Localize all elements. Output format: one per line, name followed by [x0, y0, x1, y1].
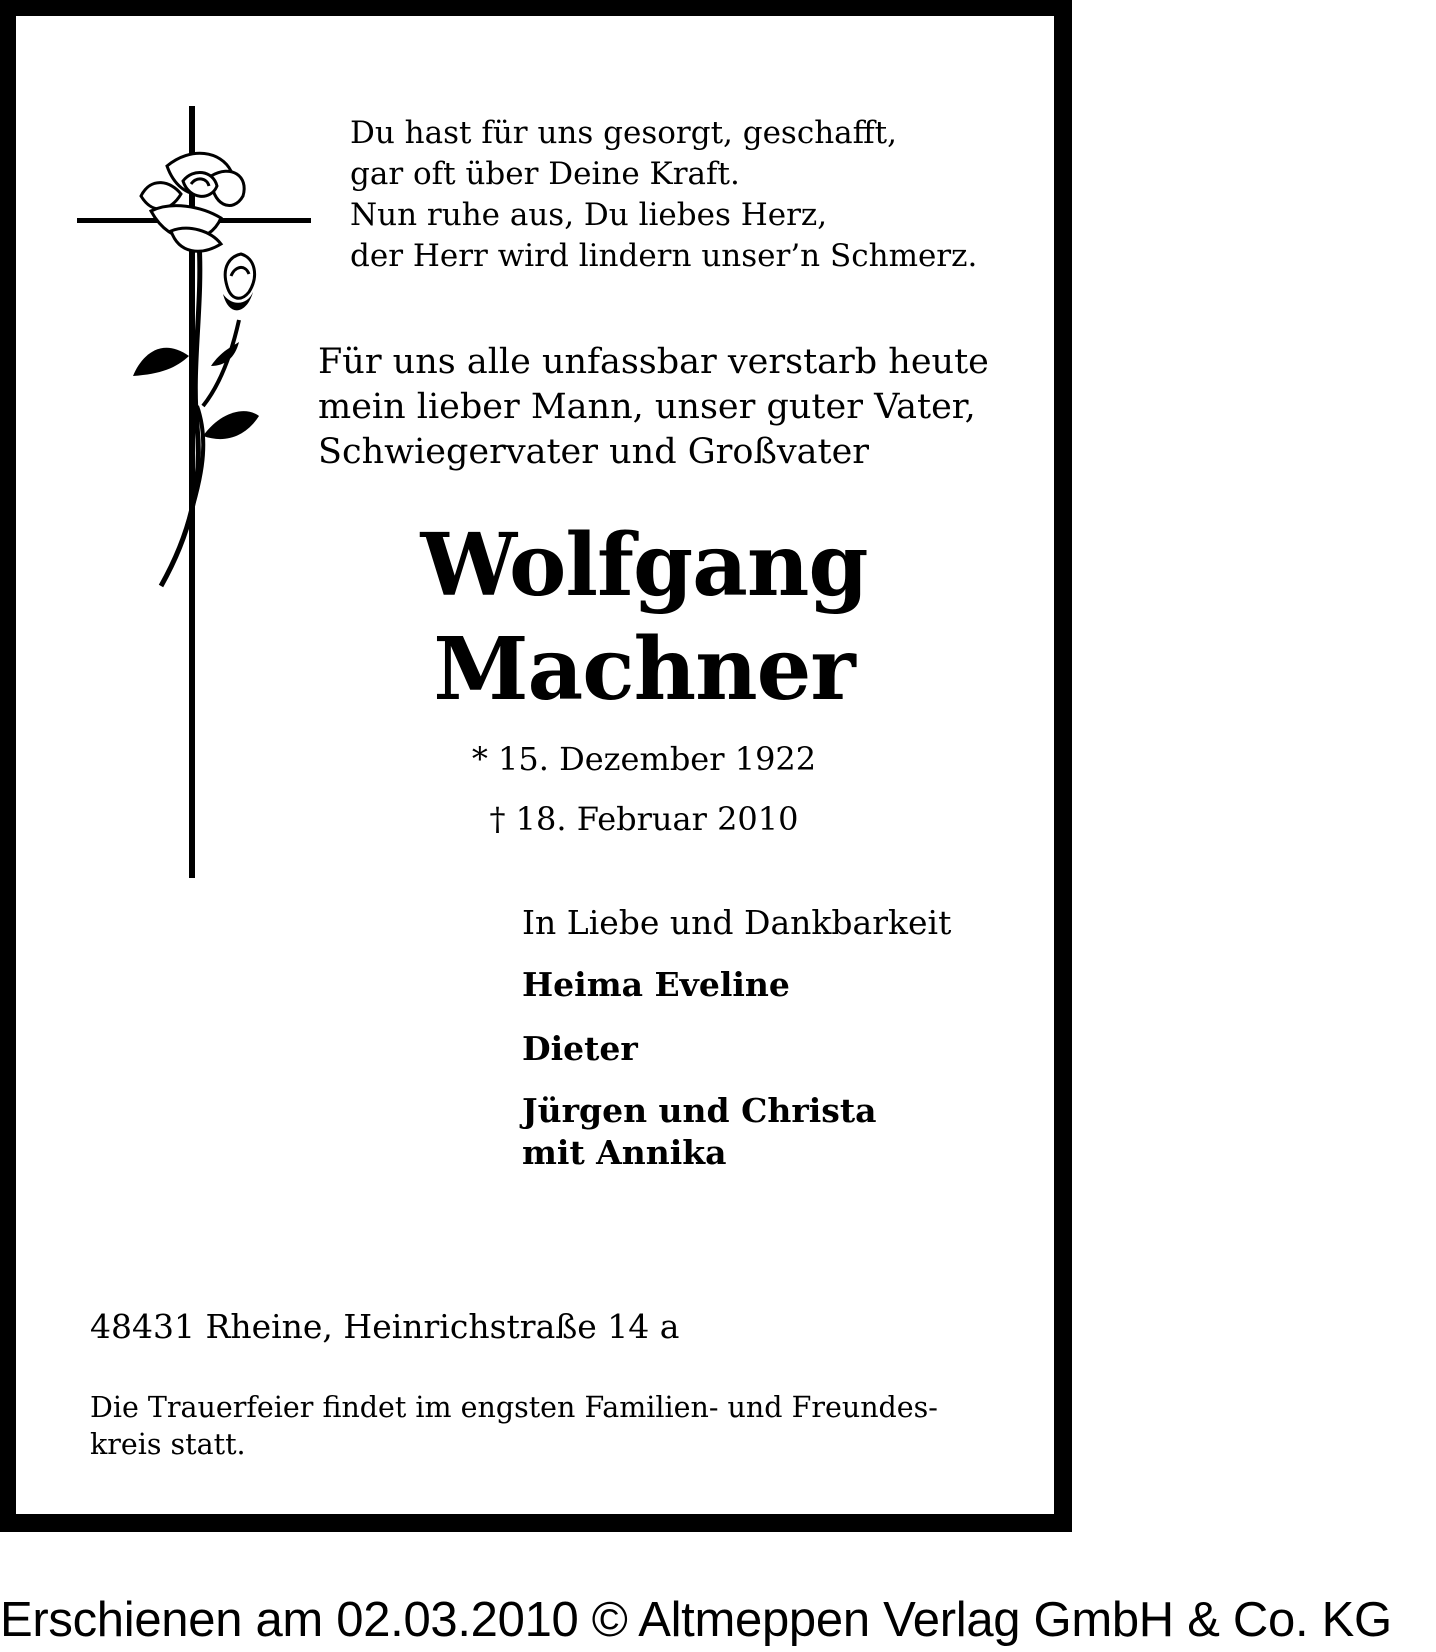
- mourners-intro: In Liebe und Dankbarkeit: [522, 903, 952, 942]
- cross-with-rose-icon: [71, 106, 331, 896]
- verse-line: Nun ruhe aus, Du liebes Herz,: [350, 197, 828, 233]
- publication-credit: Erschienen am 02.03.2010 © Altmeppen Verlag GmbH & Co. KG: [0, 1593, 1392, 1647]
- mourner-name: Dieter: [522, 1029, 638, 1068]
- poem-verse: [350, 113, 977, 277]
- mourner-name-group: [522, 1090, 876, 1174]
- mourner-name: Jürgen und Christa: [522, 1091, 877, 1130]
- verse-line: Du hast für uns gesorgt, geschafft,: [350, 115, 897, 151]
- verse-line: der Herr wird lindern unser’n Schmerz.: [350, 238, 978, 274]
- deceased-last-name: Machner: [433, 619, 855, 720]
- funeral-notice: [90, 1389, 1030, 1463]
- funeral-notice-line: Die Trauerfeier findet im engsten Familien- und Freundes-: [90, 1391, 938, 1424]
- announcement-line: Für uns alle unfassbar verstarb heute: [318, 342, 989, 382]
- deceased-first-name: Wolfgang: [420, 515, 868, 616]
- announcement-line: Schwiegervater und Großvater: [318, 432, 870, 472]
- verse-line: gar oft über Deine Kraft.: [350, 156, 740, 192]
- funeral-notice-line: kreis statt.: [90, 1428, 246, 1461]
- announcement-line: mein lieber Mann, unser guter Vater,: [318, 387, 976, 427]
- family-address: 48431 Rheine, Heinrichstraße 14 a: [90, 1307, 680, 1346]
- death-date: † 18. Februar 2010: [489, 800, 799, 838]
- mourner-name: Heima Eveline: [522, 965, 790, 1004]
- birth-date: * 15. Dezember 1922: [471, 740, 817, 778]
- announcement-text: [318, 340, 989, 475]
- mourner-name: mit Annika: [522, 1133, 727, 1172]
